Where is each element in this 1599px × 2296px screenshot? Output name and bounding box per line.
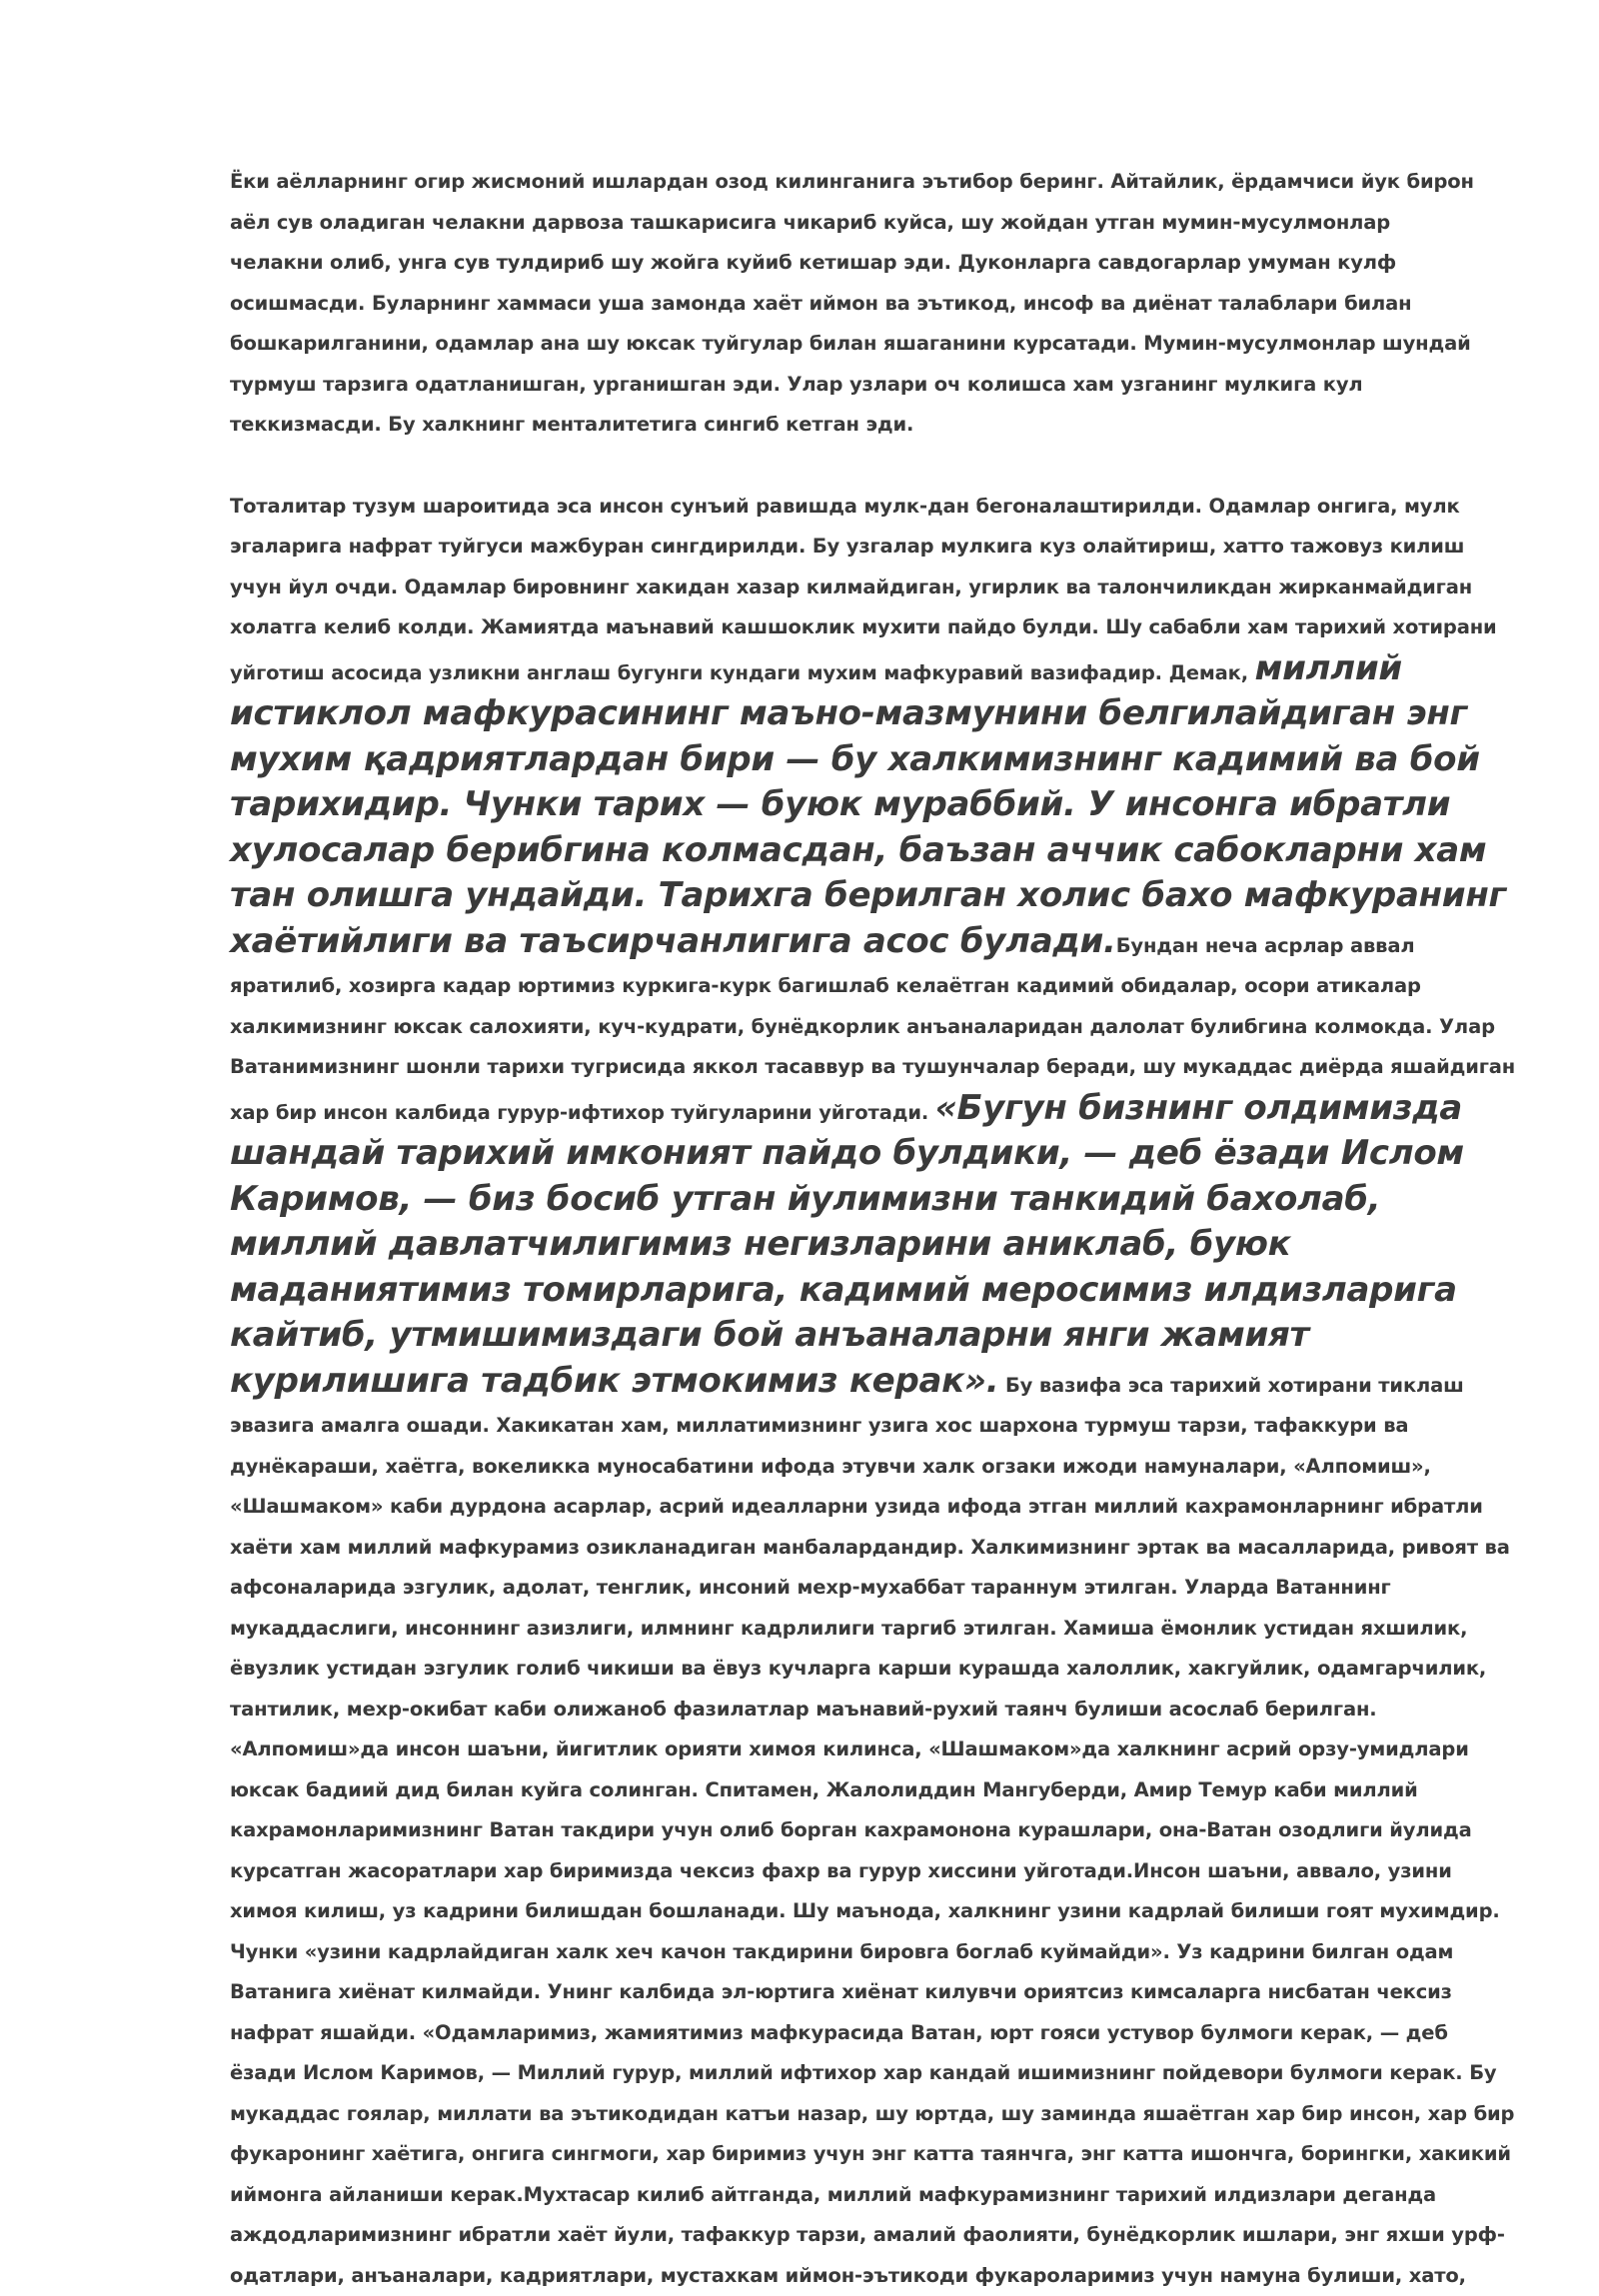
paragraph-2-emphasis-2: «Бугун бизнинг олдимизда шандай тарихий имконият пайдо булдики, — деб ёзади Ислом Каримов, — биз босиб утган йулимизни танкидий бахолаб, миллий давлатчилигимиз негизларини аниклаб, буюк маданиятимиз томирларига, кадимий меросимиз илдизларига кайтиб, утмишимиздаги бой анъаналарни янги жамият курилишига тадбик этмокимиз керак». <box>230 1088 1464 1401</box>
paragraph-1: Ёки аёлларнинг огир жисмоний ишлардан озод килинганига эътибор беринг. Айтайлик, ёрдамчиси йук бирон аёл сув оладиган челакни дарвоза ташкарисига чикариб куйса, шу жойдан утган мумин-мусулмонлар челакни олиб, унга сув тулдириб шу жойга куйиб кетишар эди. Дуконларга савдогарлар умуман кулф осишмасди. Буларнинг хаммаси уша замонда хаёт иймон ва эътикод, инсоф ва диёнат талаблари билан бошкарилганини, одамлар ана шу юксак туйгулар билан яшаганини курсатади. Мумин-мусулмонлар шундай турмуш тарзига одатланишган, урганишган эди. Улар узлари оч колишса хам узганинг мулкига кул теккизмасди. Бу халкнинг менталитетига сингиб кетган эди. <box>230 162 1479 446</box>
paragraph-2-text-1: Тоталитар тузум шароитида эса инсон сунъий равишда мулк-дан бегоналаштирилди. Одамлар онгига, мулк эгаларига нафрат туйгуси мажбуран сингдирилди. Бу узгалар мулкига куз олайтириш, хатто тажовуз килиш учун йул очди. Одамлар бировнинг хакидан хазар килмайдиган, угирлик ва талончиликдан жирканмайдиган холатга келиб колди. Жамиятда маънавий кашшоклик мухити пайдо булди. Шу сабабли хам тарихий хотирани уйготиш асосида узликни англаш бугунги кундаги мухим мафкуравий вазифадир. Демак, <box>230 495 1497 684</box>
paragraph-2-emphasis-1: миллий истиклол мафкурасининг маъно-мазмунини белгилайдиган энг мухим қадриятлардан бири — бу халкимизнинг кадимий ва бой тарихидир. Чунки тарих — буюк мураббий. У инсонга ибратли хулосалар берибгина колмасдан, баъзан аччик сабокларни хам тан олишга ундайди. Тарихга берилган холис бахо мафкуранинг хаётийлиги ва таъсирчанлигига асос булади. <box>230 648 1506 961</box>
paragraph-2-text-3: Бу вазифа эса тарихий хотирани тиклаш эвазига амалга ошади. Хакикатан хам, миллатимизнинг узига хос шархона турмуш тарзи, тафаккури ва дунёкараши, хаётга, вокеликка муносабатини ифода этувчи халк огзаки ижоди намуналари, «Алпомиш», «Шашмаком» каби дурдона асарлар, асрий идеалларни узида ифода этган миллий кахрамонларнинг ибратли хаёти хам миллий мафкурамиз озикланадиган манбалардандир. Халкимизнинг эртак ва масалларида, ривоят ва афсоналарида эзгулик, адолат, тенглик, инсоний мехр-мухаббат тараннум этилган. Уларда Ватаннинг мукаддаслиги, инсоннинг азизлиги, илмнинг кадрлилиги таргиб этилган. Хамиша ёмонлик устидан яхшилик, ёвузлик устидан эзгулик голиб чикиши ва ёвуз кучларга карши курашда халоллик, хакгуйлик, одамгарчилик, тантилик, мехр-окибат каби олижаноб фазилатлар маънавий-рухий таянч булиши асослаб берилган. «Алпомиш»да инсон шаъни, йигитлик орияти химоя килинса, «Шашмаком»да халкнинг асрий орзу-умидлари юксак бадиий дид билан куйга солинган. Спитамен, Жалолиддин Мангуберди, Амир Темур каби миллий кахрамонларимизнинг Ватан такдири учун олиб борган кахрамонона курашлари, она-Ватан озодлиги йулида курсатган жасоратлари хар биримизда чексиз фахр ва гурур хиссини уйготади.Инсон шаъни, аввало, узини химоя килиш, уз кадрини билишдан бошланади. Шу маънода, халкнинг узини кадрлай билиши гоят мухимдир. Чунки «узини кадрлайдиган халк хеч качон такдирини бировга боглаб куймайди». Уз кадрини билган одам Ватанига хиёнат килмайди. Унинг калбида эл-юртига хиёнат килувчи ориятсиз кимсаларга нисбатан чексиз нафрат яшайди. «Одамларимиз, жамиятимиз мафкурасида Ватан, юрт гояси устувор булмоги керак, — деб ёзади Ислом Каримов, — Миллий гурур, миллий ифтихор хар кандай ишимизнинг пойдевори булмоги керак. Бу мукаддас гоялар, миллати ва эътикодидан катъи назар, шу юртда, шу заминда яшаётган хар бир инсон, хар бир фукаронинг хаётига, онгига сингмоги, хар биримиз учун энг катта таянчга, энг катта ишончга, борингки, хакикий иймонга айланиши керак.Мухтасар килиб айтганда, миллий мафкурамизнинг тарихий илдизлари деганда аждодларимизнинг ибратли хаёт йули, тафаккур тарзи, амалий фаолияти, бунёдкорлик ишлари, энг яхши урф-одатлари, анъаналари, кадриятлари, мустахкам иймон-эътикоди фукароларимиз учун намуна булиши, хато, <box>230 1374 1514 2287</box>
paragraph-2-text-2: Бундан неча асрлар аввал яратилиб, хозирга кадар юртимиз куркига-курк багишлаб келаётган кадимий обидалар, осори атикалар халкимизнинг юксак салохияти, куч-кудрати, бунёдкорлик анъаналаридан далолат булибгина колмокда. Улар Ватанимизнинг шонли тарихи тугрисида яккол тасаввур ва тушунчалар беради, шу мукаддас диёрда яшайдиган хар бир инсон калбида гурур-ифтихор туйгуларини уйготади. <box>230 934 1515 1124</box>
paragraph-2 <box>230 487 1519 2296</box>
document-body <box>230 162 1519 2296</box>
